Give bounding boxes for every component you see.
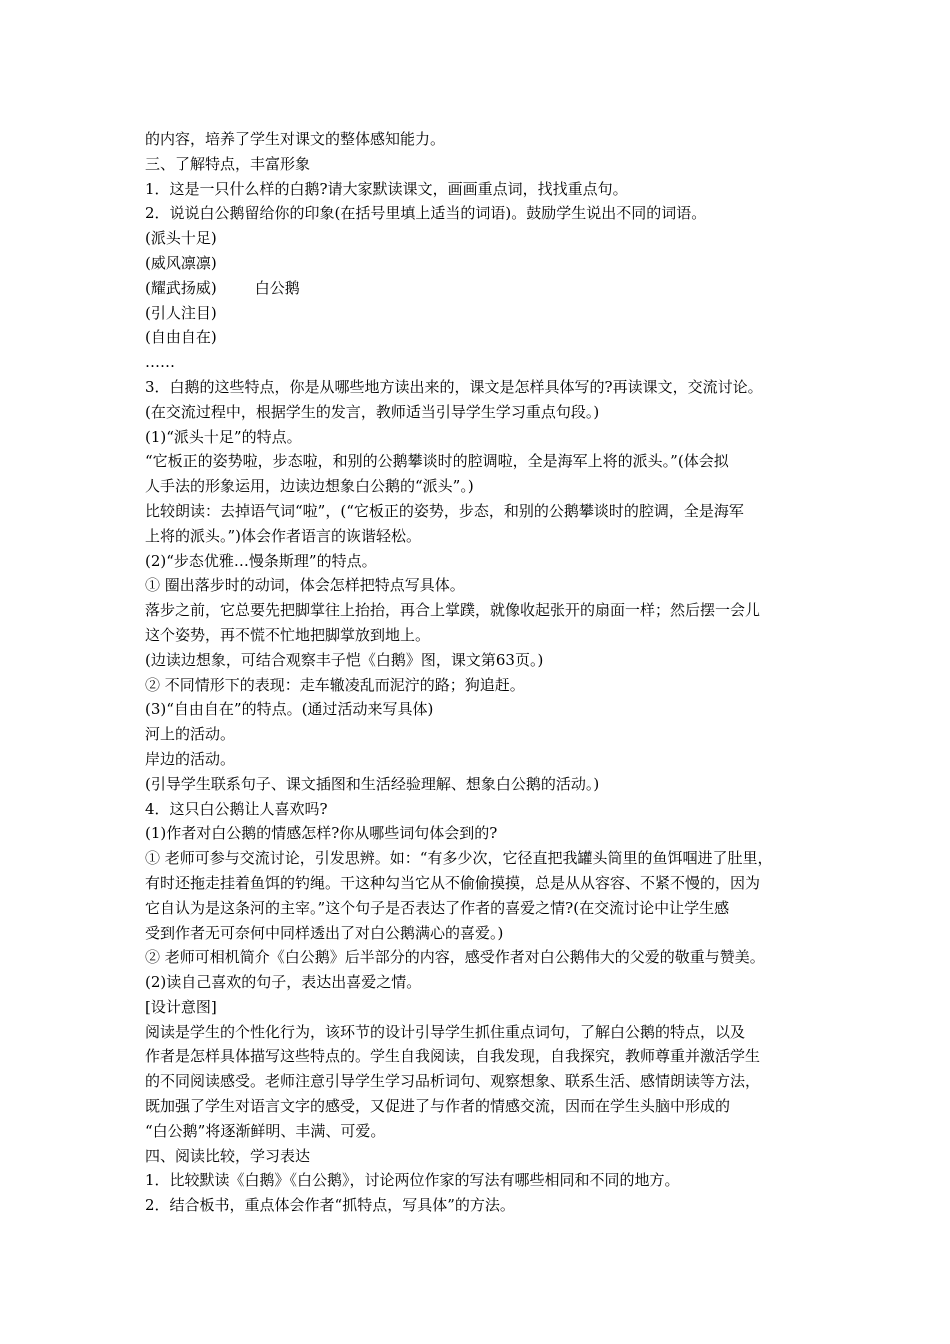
text-line: 岸边的活动。 bbox=[145, 749, 236, 768]
word-item: (自由自在) bbox=[145, 328, 217, 347]
text-line: 受到作者无可奈何中同样透出了对白公鹅满心的喜爱。) bbox=[145, 923, 504, 942]
text-line: 阅读是学生的个性化行为，该环节的设计引导学生抓住重点词句，了解白公鹅的特点，以及 bbox=[145, 1022, 746, 1041]
text-line: 它自认为是这条河的主宰。”这个句子是否表达了作者的喜爱之情?(在交流讨论中让学生感 bbox=[145, 898, 730, 917]
word-item: (耀武扬威) bbox=[145, 278, 217, 297]
text-line: “它板正的姿势啦，步态啦，和别的公鹅攀谈时的腔调啦，全是海军上将的派头。”(体会拟 bbox=[145, 452, 729, 471]
text-line: (边读边想象，可结合观察丰子恺《白鹅》图，课文第63页。) bbox=[145, 650, 544, 669]
text-line: 3．白鹅的这些特点，你是从哪些地方读出来的，课文是怎样具体写的?再读课文，交流讨论。 bbox=[145, 377, 763, 396]
text-line: (2)读自己喜欢的句子，表达出喜爱之情。 bbox=[145, 973, 422, 992]
word-item: (派头十足) bbox=[145, 229, 217, 248]
text-line: “白公鹅”将逐渐鲜明、丰满、可爱。 bbox=[145, 1121, 386, 1140]
text-line: ② 不同情形下的表现：走车辙凌乱而泥泞的路；狗追赶。 bbox=[145, 675, 525, 694]
text-line: (1)作者对白公鹅的情感怎样?你从哪些词句体会到的? bbox=[145, 824, 498, 843]
text-line: ① 老师可参与交流讨论，引发思辨。如：“有多少次，它径直把我罐头筒里的鱼饵啯进了肚里， bbox=[145, 849, 773, 868]
text-line: (在交流过程中，根据学生的发言，教师适当引导学生学习重点句段。) bbox=[145, 402, 600, 421]
section-heading: 三、了解特点，丰富形象 bbox=[145, 154, 311, 173]
text-line: 落步之前，它总要先把脚掌往上抬抬，再合上掌蹼，就像收起张开的扇面一样；然后摆一会儿 bbox=[145, 601, 761, 620]
text-line: (2)“步态优雅…慢条斯理”的特点。 bbox=[145, 551, 377, 570]
text-line: 的不同阅读感受。老师注意引导学生学习品析词句、观察想象、联系生活、感情朗读等方法， bbox=[145, 1072, 761, 1091]
text-line: 上将的派头。”)体会作者语言的诙谐轻松。 bbox=[145, 526, 422, 545]
text-line: (引导学生联系句子、课文插图和生活经验理解、想象白公鹅的活动。) bbox=[145, 774, 600, 793]
text-line: 有时还拖走挂着鱼饵的钓绳。干这种勾当它从不偷偷摸摸，总是从从容容、不紧不慢的，因为 bbox=[145, 873, 761, 892]
text-line: 既加强了学生对语言文字的感受，又促进了与作者的情感交流，因而在学生头脑中形成的 bbox=[145, 1097, 731, 1116]
word-item: (威风凛凛) bbox=[145, 253, 217, 272]
text-line: 2．说说白公鹅留给你的印象(在括号里填上适当的词语)。鼓励学生说出不同的词语。 bbox=[145, 204, 707, 223]
word-item-row bbox=[145, 276, 813, 301]
text-line: ① 圈出落步时的动词，体会怎样把特点写具体。 bbox=[145, 576, 465, 595]
text-line: 人手法的形象运用，边读边想象白公鹅的“派头”。) bbox=[145, 477, 474, 496]
document-body bbox=[145, 127, 813, 1218]
text-line: ② 老师可相机简介《白公鹅》后半部分的内容，感受作者对白公鹅伟大的父爱的敬重与赞美。 bbox=[145, 948, 765, 967]
design-intent-heading: [设计意图] bbox=[145, 997, 217, 1016]
text-line: (3)“自由自在”的特点。(通过活动来写具体) bbox=[145, 700, 434, 719]
text-line: 作者是怎样具体描写这些特点的。学生自我阅读，自我发现，自我探究，教师尊重并激活学生 bbox=[145, 1047, 761, 1066]
text-line: 的内容，培养了学生对课文的整体感知能力。 bbox=[145, 130, 446, 148]
ellipsis: …… bbox=[145, 353, 175, 372]
text-line: 比较朗读：去掉语气词“啦”，(“它板正的姿势，步态，和别的公鹅攀谈时的腔调，全是海军 bbox=[145, 501, 744, 520]
section-heading: 四、阅读比较，学习表达 bbox=[145, 1146, 311, 1165]
text-line: 1．比较默读《白鹅》《白公鹅》，讨论两位作家的写法有哪些相同和不同的地方。 bbox=[145, 1171, 680, 1190]
text-line: 河上的活动。 bbox=[145, 725, 236, 744]
text-line: 4．这只白公鹅让人喜欢吗? bbox=[145, 799, 328, 818]
text-line: (1)“派头十足”的特点。 bbox=[145, 427, 302, 446]
text-line: 这个姿势，再不慌不忙地把脚掌放到地上。 bbox=[145, 625, 431, 644]
text-line: 1．这是一只什么样的白鹅?请大家默读课文，画画重点词，找找重点句。 bbox=[145, 179, 628, 198]
text-line: 2．结合板书，重点体会作者“抓特点，写具体”的方法。 bbox=[145, 1196, 515, 1215]
word-item: (引人注目) bbox=[145, 303, 217, 322]
center-word-label: 白公鹅 bbox=[254, 278, 300, 297]
